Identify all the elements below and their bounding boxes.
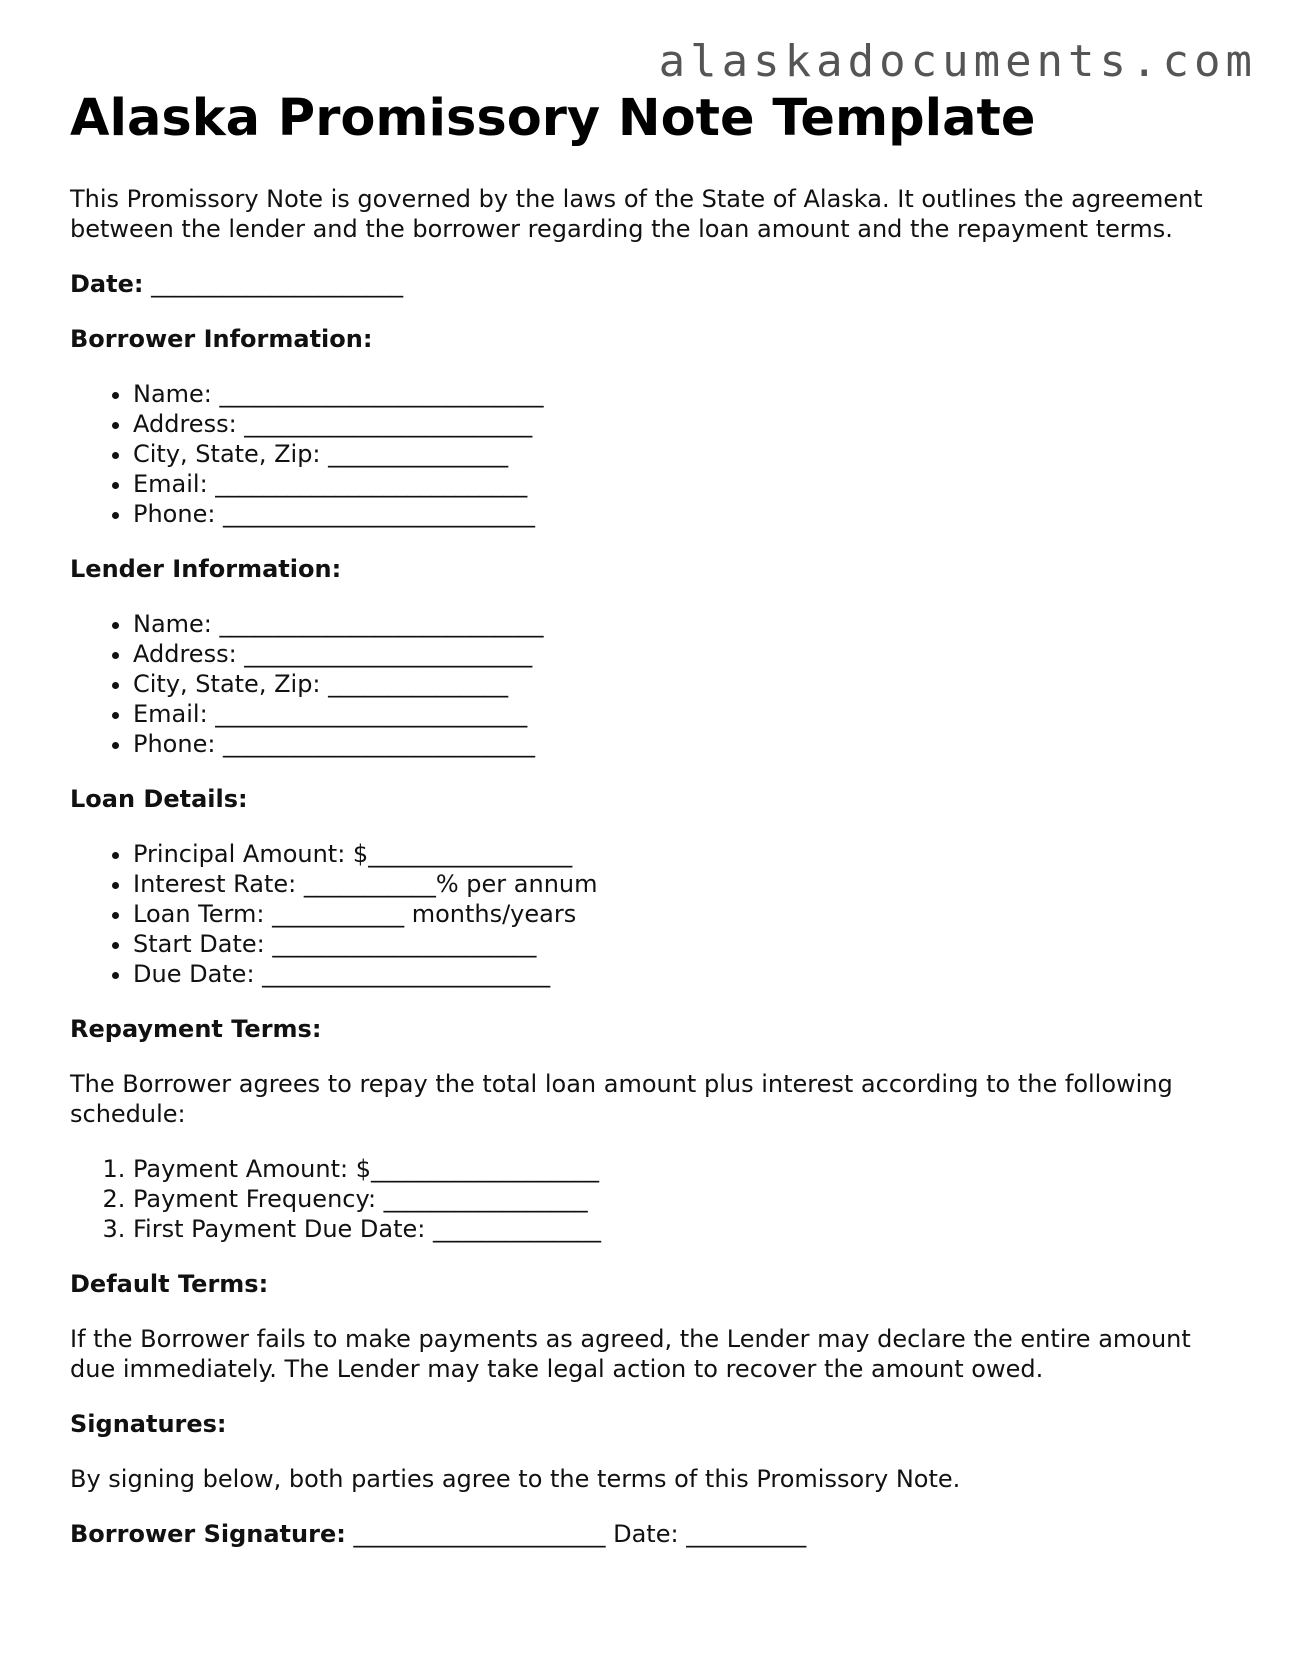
watermark: alaskadocuments.com bbox=[658, 36, 1257, 87]
lender-name-item: • Name: ___________________________ bbox=[133, 609, 1240, 639]
date-label: Date: bbox=[70, 270, 144, 299]
loan-interest-item: • Interest Rate: ___________% per annum bbox=[133, 869, 1240, 899]
lender-phone-item: • Phone: __________________________ bbox=[133, 729, 1240, 759]
borrower-heading: Borrower Information: bbox=[70, 325, 373, 354]
document-page bbox=[70, 88, 1240, 1549]
loan-start-item: • Start Date: ______________________ bbox=[133, 929, 1240, 959]
signature-date-blank: __________ bbox=[686, 1520, 807, 1549]
signatures-heading: Signatures: bbox=[70, 1410, 227, 1439]
date-blank: _____________________ bbox=[151, 270, 404, 299]
borrower-phone-item: • Phone: __________________________ bbox=[133, 499, 1240, 529]
loan-due-item: • Due Date: ________________________ bbox=[133, 959, 1240, 989]
repayment-frequency-item: 2. Payment Frequency: _________________ bbox=[133, 1184, 1240, 1214]
date-line bbox=[70, 269, 1240, 299]
lender-list bbox=[70, 609, 1240, 759]
borrower-city-item: • City, State, Zip: _______________ bbox=[133, 439, 1240, 469]
borrower-email-item: • Email: __________________________ bbox=[133, 469, 1240, 499]
loan-heading: Loan Details: bbox=[70, 785, 248, 814]
page-title: Alaska Promissory Note Template bbox=[70, 89, 1036, 148]
default-heading: Default Terms: bbox=[70, 1270, 269, 1299]
signature-date-label: Date: bbox=[613, 1520, 679, 1549]
borrower-list bbox=[70, 379, 1240, 529]
lender-heading: Lender Information: bbox=[70, 555, 342, 584]
default-paragraph: If the Borrower fails to make payments as agreed, the Lender may declare the entire amount due immediately. The Lender may take legal action to recover the amount owed. bbox=[70, 1325, 1191, 1384]
repayment-list bbox=[70, 1154, 1240, 1244]
loan-list bbox=[70, 839, 1240, 989]
repayment-first-due-item: 3. First Payment Due Date: ______________ bbox=[133, 1214, 1240, 1244]
borrower-signature-blank: _____________________ bbox=[353, 1520, 606, 1549]
loan-term-item: • Loan Term: ___________ months/years bbox=[133, 899, 1240, 929]
signatures-paragraph: By signing below, both parties agree to the terms of this Promissory Note. bbox=[70, 1465, 961, 1494]
intro-paragraph: This Promissory Note is governed by the laws of the State of Alaska. It outlines the agreement between the lender and the borrower regarding the loan amount and the repayment terms. bbox=[70, 185, 1203, 244]
repayment-amount-item: 1. Payment Amount: $___________________ bbox=[133, 1154, 1240, 1184]
lender-email-item: • Email: __________________________ bbox=[133, 699, 1240, 729]
lender-city-item: • City, State, Zip: _______________ bbox=[133, 669, 1240, 699]
repayment-paragraph: The Borrower agrees to repay the total loan amount plus interest according to the following schedule: bbox=[70, 1070, 1173, 1129]
borrower-address-item: • Address: ________________________ bbox=[133, 409, 1240, 439]
borrower-name-item: • Name: ___________________________ bbox=[133, 379, 1240, 409]
loan-principal-item: • Principal Amount: $_________________ bbox=[133, 839, 1240, 869]
lender-address-item: • Address: ________________________ bbox=[133, 639, 1240, 669]
repayment-heading: Repayment Terms: bbox=[70, 1015, 322, 1044]
borrower-signature-label: Borrower Signature: bbox=[70, 1520, 346, 1549]
borrower-signature-line bbox=[70, 1519, 1240, 1549]
